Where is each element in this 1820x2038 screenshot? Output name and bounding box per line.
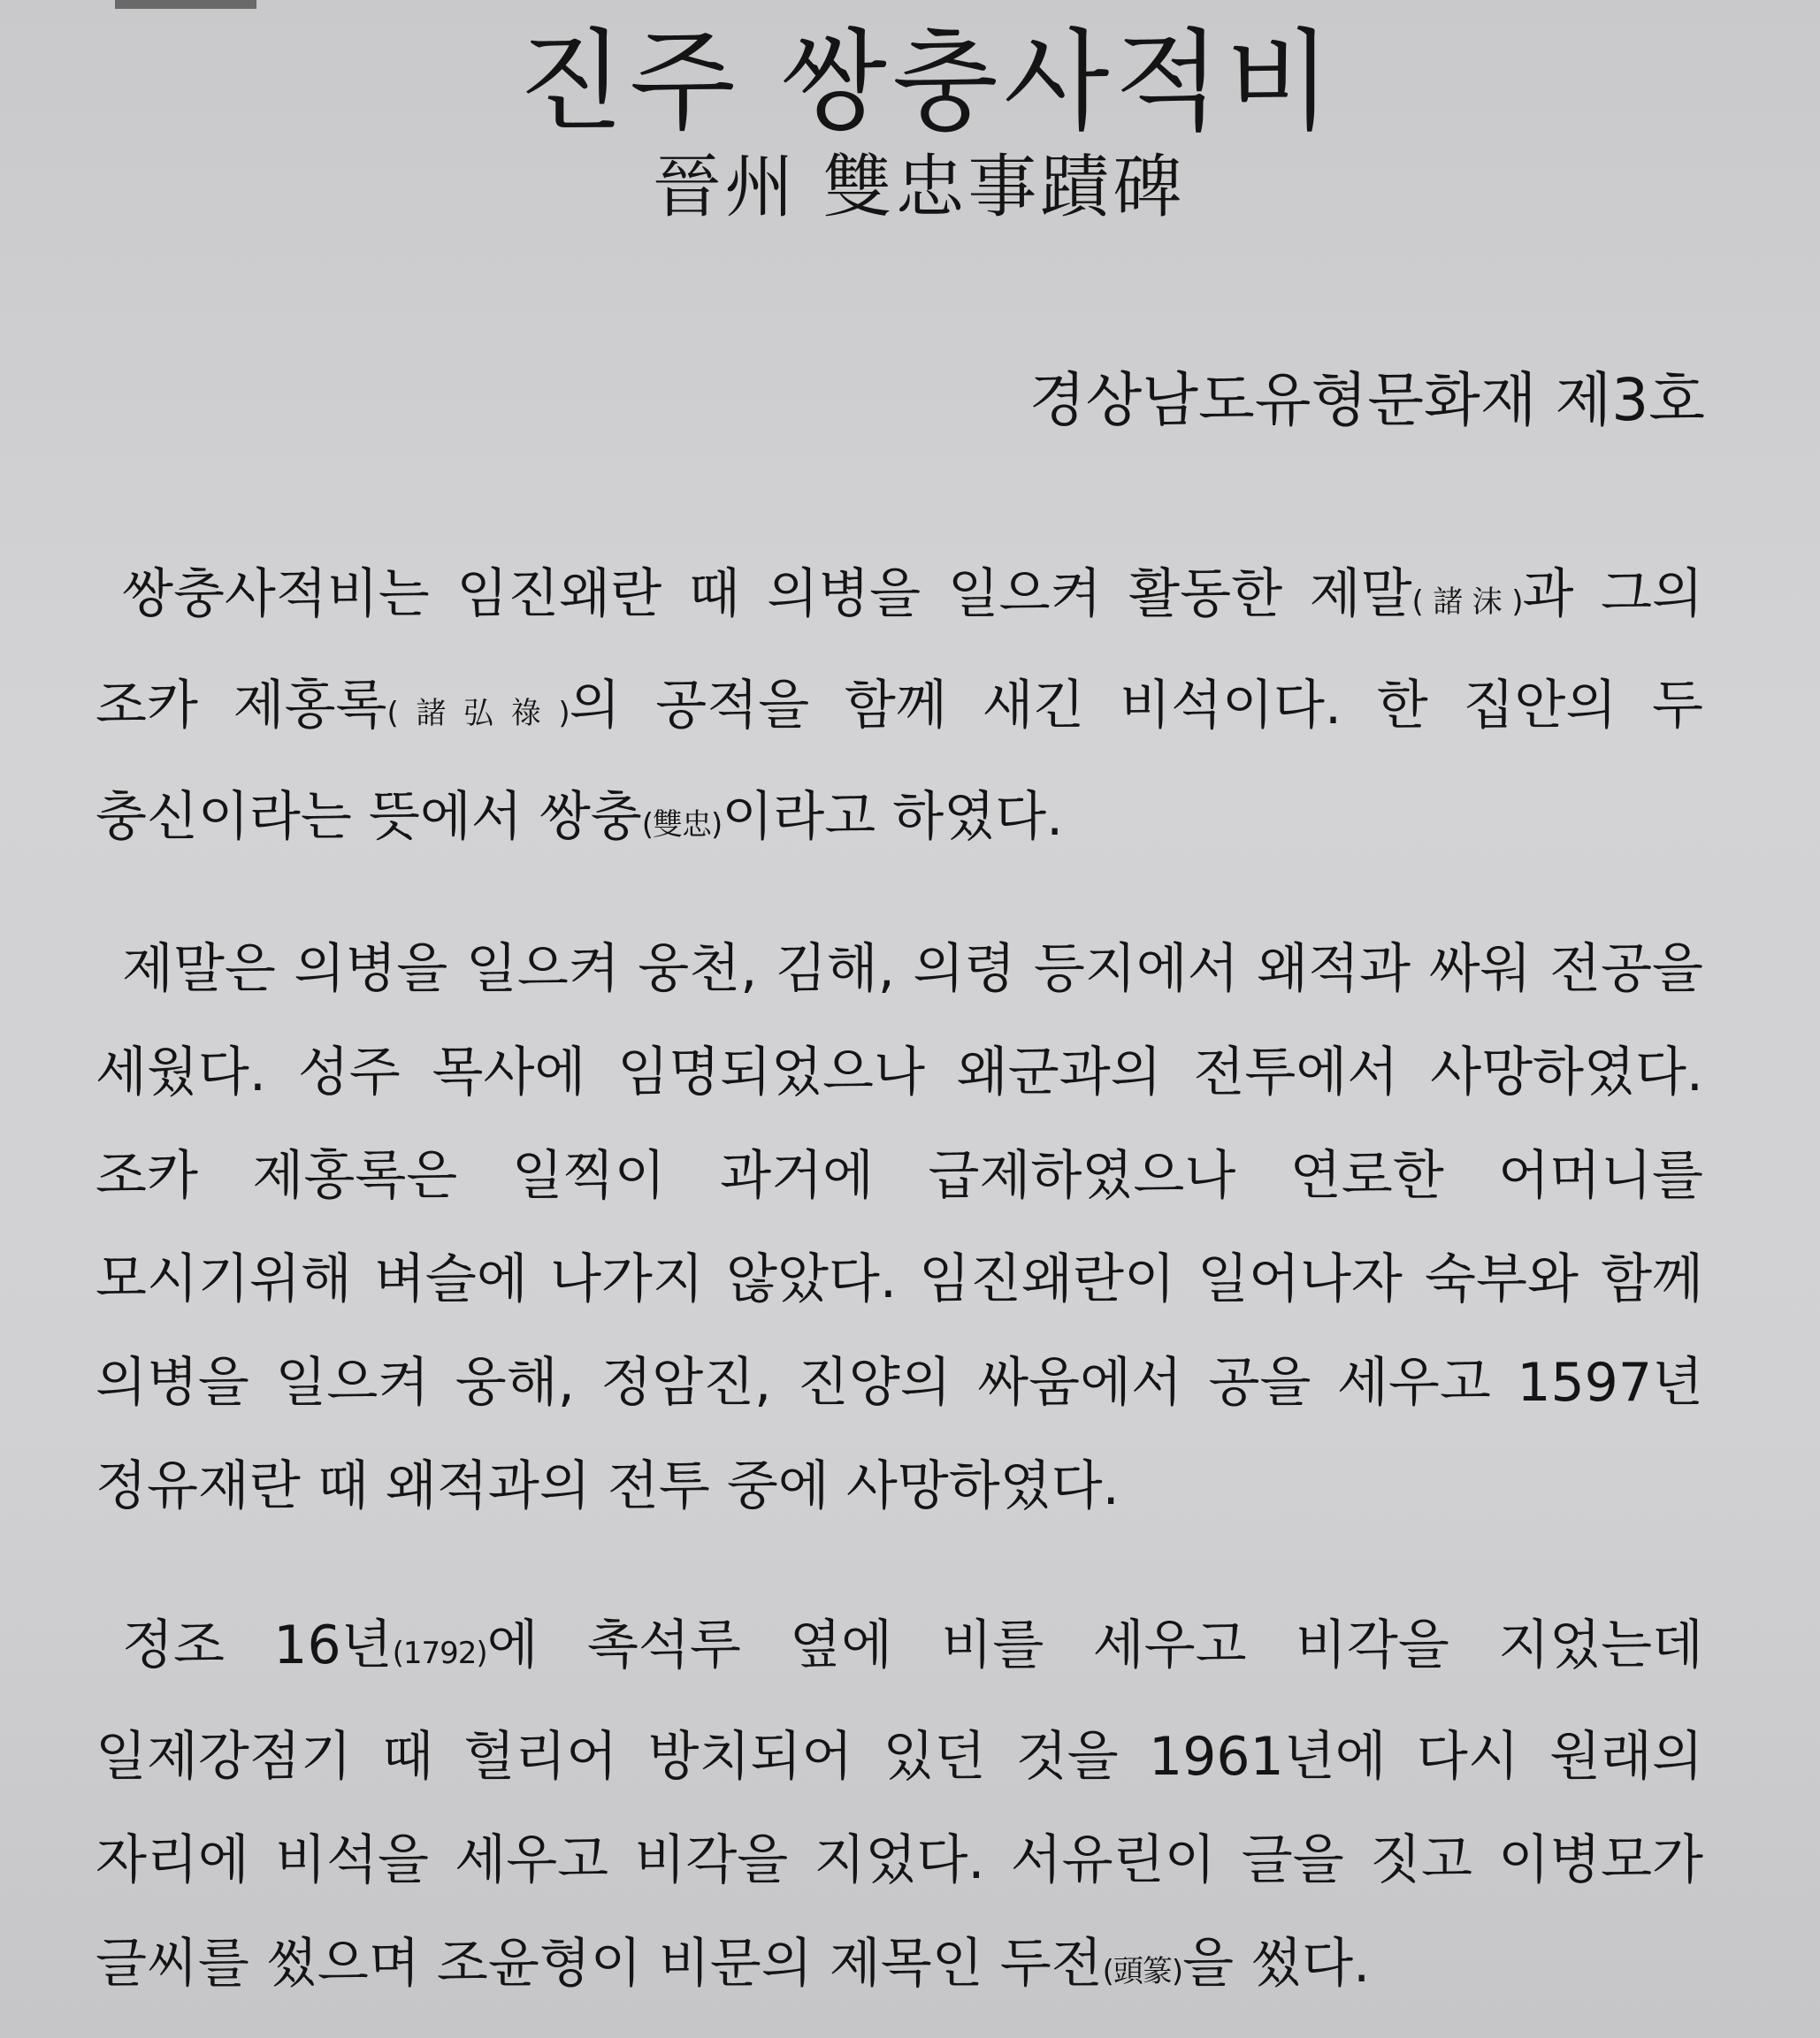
paragraph-1	[96, 543, 1703, 877]
sign-subtitle-hanja: 晉州 雙忠事蹟碑	[652, 148, 1186, 227]
hanja-annotation: (頭篆)	[1102, 1954, 1183, 1989]
paragraph-text: 과 그의 조카 제홍록	[96, 563, 1703, 737]
paragraph-text: 쌍충사적비는 임진왜란 때 의병을 일으켜 활동한 제말	[122, 563, 1412, 625]
top-edge-mark	[115, 0, 256, 9]
paragraph-text: 에 촉석루 옆에 비를 세우고 비각을 지었는데 일제강점기 때 헐리어 방치되어 있던 것을 1961년에 다시 원래의 자리에 비석을 세우고 비각을 지었다. 서유린이 글을 짓고 이병모가 글씨를 썼으며 조윤형이 비문의 제목인 두전	[96, 1614, 1703, 1995]
hanja-annotation: (諸沫)	[1411, 584, 1523, 620]
sign-title: 진주 쌍충사적비	[518, 19, 1337, 146]
paragraph-text: 정조 16년	[122, 1614, 393, 1676]
paragraph-2	[96, 918, 1703, 1538]
hanja-annotation: (1792)	[392, 1636, 487, 1671]
paragraph-text: 을 썼다.	[1182, 1933, 1371, 1995]
hanja-annotation: (諸弘祿)	[386, 696, 570, 731]
heritage-designation: 경상남도유형문화재 제3호	[1029, 366, 1705, 434]
hanja-annotation: (雙忠)	[641, 807, 723, 843]
paragraph-text: 제말은 의병을 일으켜 웅천, 김해, 의령 등지에서 왜적과 싸워 전공을 세웠다. 성주 목사에 임명되었으나 왜군과의 전투에서 사망하였다. 조카 제홍록은 일찍이 과거에 급제하였으나 연로한 어머니를 모시기위해 벼슬에 나가지 않았다. 임진왜란이 일어나자 숙부와 함께 의병을 일으켜 웅해, 정암진, 진양의 싸움에서 공을 세우고 1597년 정유재란 때 왜적과의 전투 중에 사망하였다.	[96, 938, 1703, 1517]
paragraph-text: 의 공적을 함께 새긴 비석이다. 한 집안의 두 충신이라는 뜻에서 쌍충	[96, 675, 1703, 848]
paragraph-text: 이라고 하였다.	[722, 786, 1064, 848]
paragraph-3	[96, 1594, 1703, 2024]
